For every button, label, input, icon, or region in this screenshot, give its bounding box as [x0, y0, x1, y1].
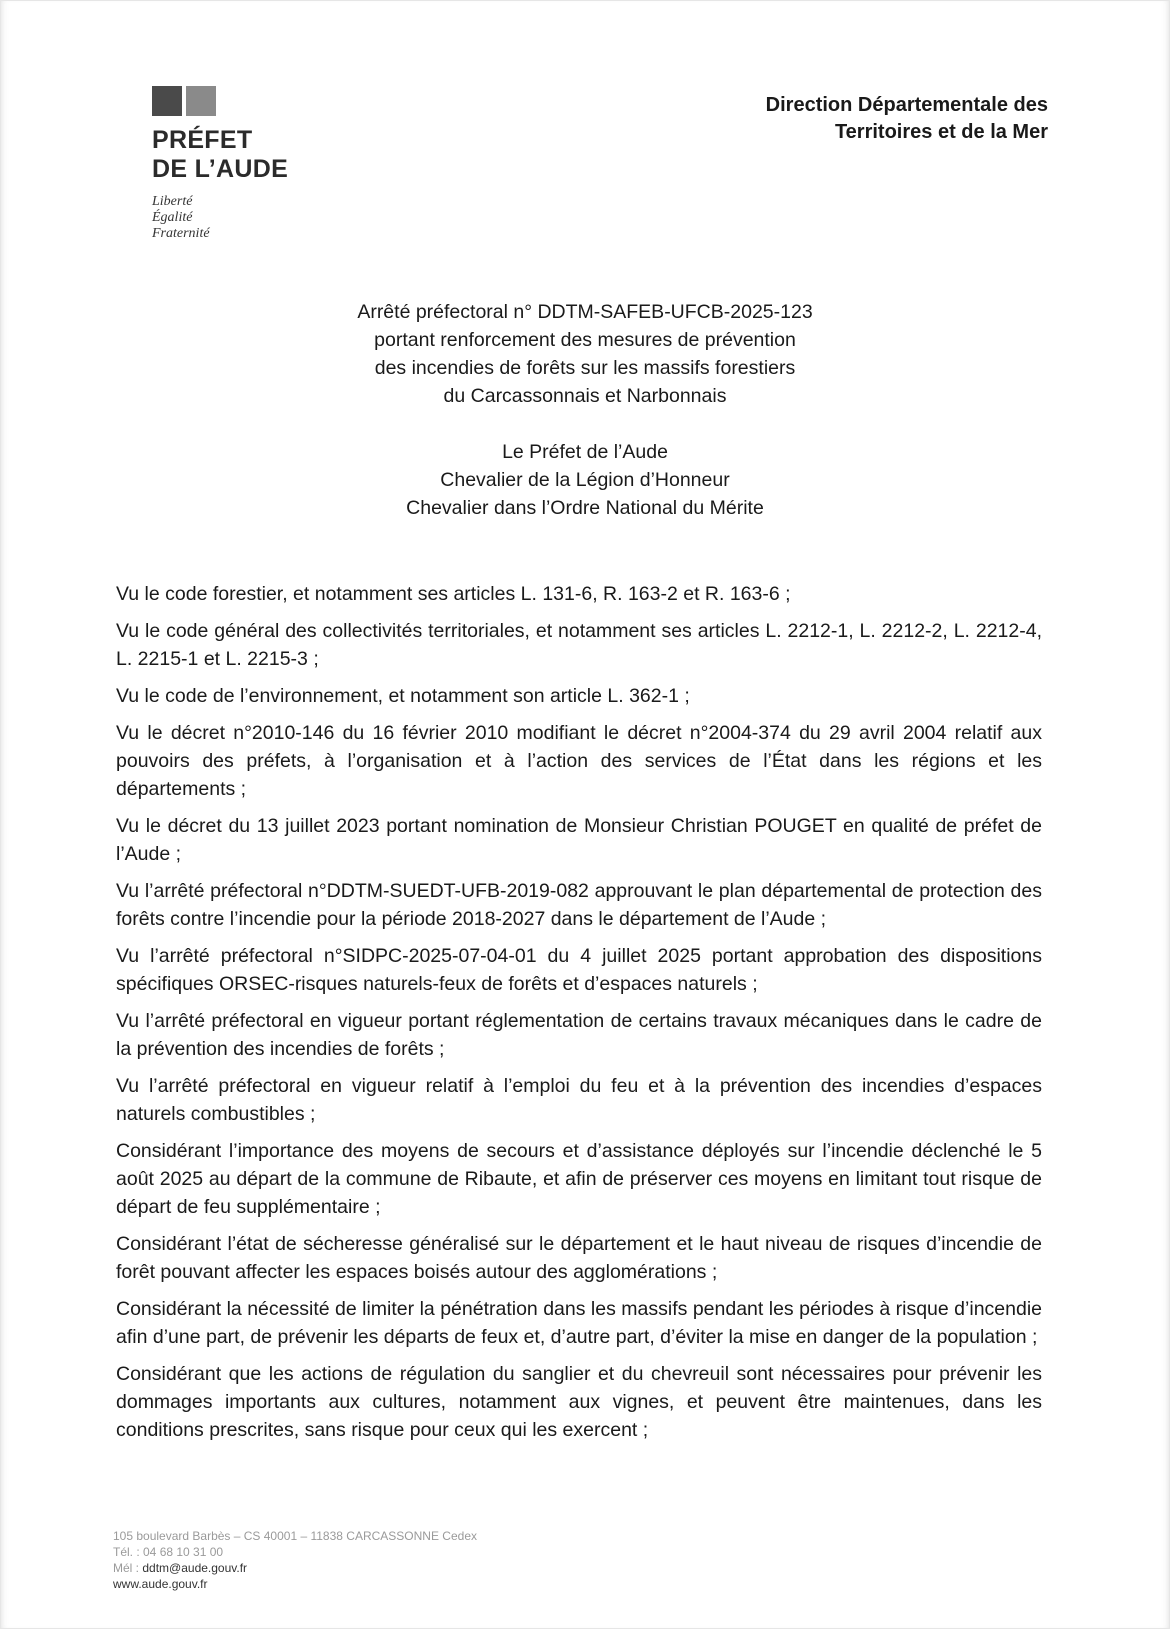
direction-header: [766, 92, 1048, 146]
paragraph: Vu le décret du 13 juillet 2023 portant nomination de Monsieur Christian POUGET en qualité de préfet de l’Aude ;: [116, 815, 1042, 865]
paragraph: Considérant l’importance des moyens de secours et d’assistance déployés sur l’incendie déclenché le 5 août 2025 au départ de la commune de Ribaute, et afin de préserver ces moyens en limitant tout risque de départ de feu supplémentaire ;: [116, 1140, 1042, 1218]
visas-considerants: [116, 580, 1042, 1453]
prefet-line: Chevalier de la Légion d’Honneur: [440, 469, 730, 491]
footer-contact: [113, 1528, 477, 1592]
paragraph: Vu l’arrêté préfectoral n°SIDPC-2025-07-04-01 du 4 juillet 2025 portant approbation des dispositions spécifiques ORSEC-risques naturels-feux de forêts et d’espaces naturels ;: [116, 945, 1042, 995]
prefet-line: Le Préfet de l’Aude: [502, 441, 668, 463]
prefet-name-line2: DE L’AUDE: [152, 155, 289, 183]
paragraph: Considérant l’état de sécheresse généralisé sur le département et le haut niveau de risques d’incendie de forêt pouvant affecter les espaces boisés autour des agglomérations ;: [116, 1233, 1042, 1283]
footer-email-label: Mél :: [113, 1561, 140, 1575]
devise: [152, 194, 322, 242]
paragraph: Vu l’arrêté préfectoral n°DDTM-SUEDT-UFB-2019-082 approuvant le plan départemental de protection des forêts contre l’incendie pour la période 2018-2027 dans le département de l’Aude ;: [116, 880, 1042, 930]
direction-line2: Territoires et de la Mer: [834, 121, 1048, 143]
direction-line1: Direction Départementale des: [765, 94, 1048, 116]
devise-liberte: Liberté: [152, 194, 193, 209]
title-line: portant renforcement des mesures de prévention: [374, 329, 796, 351]
prefet-name: [152, 126, 322, 184]
footer-phone: Tél. : 04 68 10 31 00: [113, 1545, 224, 1559]
paragraph: Vu l’arrêté préfectoral en vigueur portant réglementation de certains travaux mécaniques dans le cadre de la prévention des incendies de forêts ;: [116, 1010, 1042, 1060]
paragraph: Vu le décret n°2010-146 du 16 février 2010 modifiant le décret n°2004-374 du 29 avril 2004 relatif aux pouvoirs des préfets, à l’organisation et à l’action des services de l’État dans les régions et les départements ;: [116, 722, 1042, 800]
title-line: des incendies de forêts sur les massifs forestiers: [374, 357, 796, 379]
devise-egalite: Égalité: [152, 210, 193, 225]
footer-address: 105 boulevard Barbès – CS 40001 – 11838 CARCASSONNE Cedex: [113, 1529, 477, 1543]
title-line: du Carcassonnais et Narbonnais: [443, 385, 727, 407]
prefet-name-line1: PRÉFET: [152, 126, 253, 154]
prefet-titles: [0, 438, 1170, 522]
paragraph: Vu le code de l’environnement, et notamment son article L. 362-1 ;: [116, 685, 690, 707]
paragraph: Vu le code général des collectivités territoriales, et notamment ses articles L. 2212-1, L. 2212-2, L. 2212-4, L. 2215-1 et L. 2215-3 ;: [116, 620, 1042, 670]
prefet-line: Chevalier dans l’Ordre National du Mérite: [406, 497, 764, 519]
footer-website-link[interactable]: www.aude.gouv.fr: [113, 1577, 208, 1591]
paragraph: Vu l’arrêté préfectoral en vigueur relatif à l’emploi du feu et à la prévention des incendies d’espaces naturels combustibles ;: [116, 1075, 1042, 1125]
paragraph: Considérant la nécessité de limiter la pénétration dans les massifs pendant les périodes à risque d’incendie afin d’une part, de prévenir les départs de feux et, d’autre part, d’éviter la mise en danger de la population ;: [116, 1298, 1042, 1348]
paragraph: Vu le code forestier, et notamment ses articles L. 131-6, R. 163-2 et R. 163-6 ;: [116, 583, 791, 605]
footer-email-line: [113, 1560, 477, 1576]
devise-fraternite: Fraternité: [152, 226, 210, 241]
prefet-logo: [152, 86, 322, 242]
footer-email-link[interactable]: ddtm@aude.gouv.fr: [142, 1561, 248, 1575]
paragraph: Considérant que les actions de régulation du sanglier et du chevreuil sont nécessaires pour prévenir les dommages importants aux cultures, notamment aux vignes, et peuvent être maintenues, dans les conditions prescrites, sans risque pour ceux qui les exercent ;: [116, 1363, 1042, 1441]
arrete-title: [0, 298, 1170, 410]
marianne-emblem-icon: [152, 86, 322, 116]
title-line: Arrêté préfectoral n° DDTM-SAFEB-UFCB-2025-123: [357, 301, 813, 323]
